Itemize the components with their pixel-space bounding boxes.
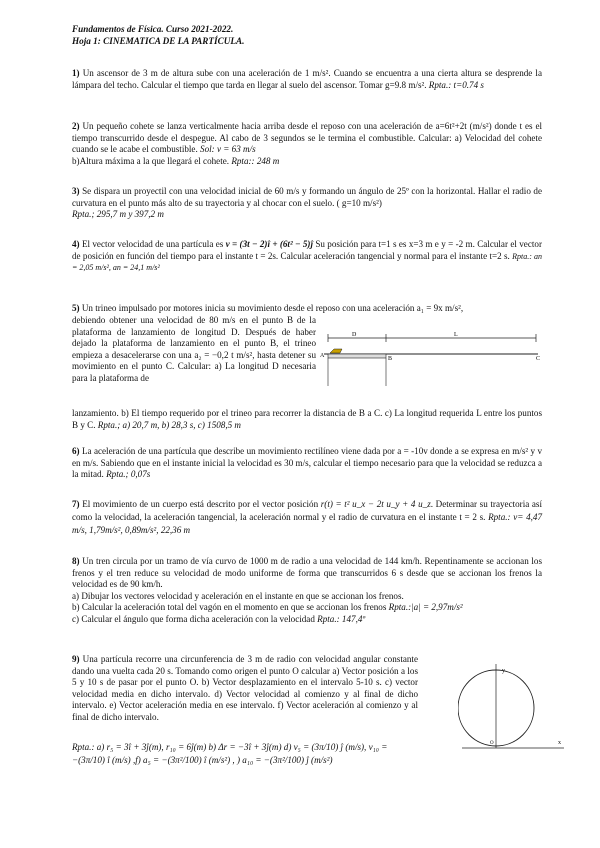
problem-answer: Rpta.; a) 20,7 m, b) 28,3 s, c) 1508,5 m — [97, 419, 241, 430]
label-l: L — [454, 332, 458, 338]
problem-4 — [72, 239, 542, 274]
problem-number: 8) — [72, 556, 80, 566]
sled-platform-figure — [318, 328, 548, 390]
item-b: b) Calcular la aceleración total del vagón en el momento en que se accionan los frenos — [72, 602, 387, 613]
position-formula: r(t) = t² u_x − 2t u_y + 4 u_z — [320, 499, 431, 509]
problem-text: Un pequeño cohete se lanza verticalmente hacia arriba desde el reposo con una aceleración de a=6t²+2t (m/s²) donde t es el tiempo transcurrido desde el despegue. Al cabo de 3 segundos se le termina el combustible. Calcular: a) Velocidad del cohete cuando se le acabe el combustible. — [72, 121, 543, 155]
label-x: x — [558, 740, 561, 746]
problem-text-b: b)Altura máxima a la que llegará el cohete. — [72, 155, 230, 166]
problem-number: 2) — [72, 121, 80, 131]
problem-number: 3) — [72, 186, 80, 196]
problem-5-bottom — [72, 408, 542, 431]
problem-answer: Rpta.; 295,7 m y 397,2 m — [72, 209, 164, 220]
label-d: D — [352, 332, 357, 338]
label-c: C — [536, 356, 541, 362]
problem-number: 4) — [72, 239, 80, 249]
label-o: O — [490, 741, 494, 746]
problem-number: 5) — [72, 303, 80, 313]
problem-number: 9) — [72, 654, 80, 664]
velocity-formula: v = (3t − 2)î + (6t² − 5)ĵ — [225, 239, 313, 249]
problem-answer: Rpta:: 248 m — [231, 155, 280, 166]
problem-text: La aceleración de una partícula que describe un movimiento rectilíneo viene dada por a = -10v donde a se expresa en m/s² y v en m/s. Sabiendo que en el instante inicial la velocidad es 30 m/s, calcular el tiempo necesario para que la velocidad se reduzca a la mitad. — [72, 446, 542, 480]
problem-text: Un ascensor de 3 m de altura sube con una aceleración de 1 m/s². Cuando se encuentra a una cierta altura se desprende la lámpara del techo. Calcular el tiempo que tarda en llegar al suelo del ascensor. Tomar g=9.8 m/s². — [72, 68, 542, 90]
problem-text: Una partícula recorre una circunferencia de 3 m de radio con velocidad angular constante dando una vuelta cada 20 s. Tomando como origen el punto O calcular a) Vector posición a los 5 y 10 s de pasar por el punto O. b) Vector desplazamiento en el intervalo 5-10 s. c) vector velocidad media en dicho intervalo. d) Vector velocidad al comienzo y al final de dicho intervalo. e) Vector aceleración media en ese intervalo. f) Vector aceleración al comienzo y al final de dicho intervalo. — [72, 654, 418, 722]
problem-text: Su posición para t=1 s es x=3 m e y = -2 m. Calcular el vector de posición en función del tiempo para el instante t = 2s. Calcular aceleración tangencial y normal para el instante t=2 s. — [72, 239, 542, 261]
label-a: A — [320, 353, 325, 359]
problem-answer: Rpta.: an = 2,05 m/s², an = 24,1 m/s² — [72, 251, 542, 273]
problem-answer: Rpta.: v= 4,47 m/s, 1,79m/s², 0,89m/s², 22,36 m — [72, 512, 542, 535]
problem-text-bottom: lanzamiento. b) El tiempo requerido por el trineo para recorrer la distancia de B a C. c) La longitud requerida L entre los puntos B y C. — [72, 408, 542, 430]
item-a: a) Dibujar los vectores velocidad y aceleración en el instante en que se accionan los frenos. — [72, 590, 404, 601]
item-c: c) Calcular el ángulo que forma dicha aceleración con la velocidad — [72, 613, 315, 624]
problem-7 — [72, 498, 542, 537]
problem-1 — [72, 68, 542, 91]
label-b: B — [388, 356, 393, 362]
problem-9 — [72, 654, 418, 724]
problem-number: 1) — [72, 68, 80, 78]
answer-c: Rpta.: 147,4º — [317, 613, 366, 624]
problem-text-pre: El vector velocidad de una partícula es — [81, 239, 224, 249]
problem-text: Un tren circula por un tramo de vía curvo de 1000 m de radio a una velocidad de 144 km/h. Repentinamente se accionan los frenos y el tren reduce su velocidad de modo uniforme de forma que transcurridos 6 s desde que se accionan los frenos la velocidad es de 90 km/h. — [72, 556, 542, 590]
problem-answer: Rpta.: t=0.74 s — [428, 79, 484, 90]
problem-6 — [72, 446, 542, 481]
problem-text: Se dispara un proyectil con una velocidad inicial de 60 m/s y formando un ángulo de 25º con la horizontal. Hallar el radio de curvatura en el punto más alto de su trayectoria y al chocar con el suelo. ( g=10 m/s²) — [72, 186, 542, 208]
problem-number: 6) — [72, 446, 80, 456]
problem-text-top: Un trineo impulsado por motores inicia su movimiento desde el reposo con una aceleración a₁ = 9x m/s², — [81, 303, 464, 313]
sled-shape — [330, 349, 342, 353]
problem-text-pre: El movimiento de un cuerpo está descrito por el vector posición — [82, 499, 319, 509]
problem-2 — [72, 121, 542, 167]
answer-b: Rpta.:|a| = 2,97m/s² — [388, 602, 463, 613]
label-y: y — [502, 668, 505, 674]
problem-answer: Rpta.; 0,07s — [106, 469, 151, 480]
header-sheet-title: Hoja 1: CINEMATICA DE LA PARTÍCULA. — [72, 36, 245, 46]
answer-line-1: Rpta.: a) r₅ = 3î + 3ĵ(m), r₁₀ = 6ĵ(m) b) Δr = −3î + 3ĵ(m) d) v₅ = (3π/10) ĵ (m/s), v₁₀ = — [72, 742, 388, 752]
problem-answer-a: Sol: v = 63 m/s — [200, 144, 256, 155]
launch-platform — [328, 354, 386, 358]
problem-number: 7) — [72, 499, 80, 509]
problem-5-top — [72, 303, 542, 315]
problem-5-side: debiendo obtener una velocidad de 80 m/s en el punto B de la plataforma de lanzamiento de longitud D. Después de haber dejado la plataforma de lanzamiento en el punto B, el trineo empieza a desacelerarse con una a₂ = −0,2 t m/s², hasta detener su movimiento en el punto C. Calcular: a) La longitud D necesaria para la plataforma de — [72, 315, 316, 383]
circle-figure — [458, 660, 568, 752]
problem-3 — [72, 186, 542, 221]
problem-text: . Determinar su trayectoria así como la velocidad, la aceleración tangencial, la aceleración normal y el radio de curvatura en el instante t = 2 s. — [72, 499, 542, 522]
answer-line-2: −(3π/10) î (m/s) ,f) a₅ = −(3π²/100) î (m/s²) , ) a₁₀ = −(3π²/100) ĵ (m/s²) — [72, 755, 333, 765]
header-course: Fundamentos de Física. Curso 2021-2022. — [72, 24, 234, 34]
problem-8 — [72, 556, 542, 626]
